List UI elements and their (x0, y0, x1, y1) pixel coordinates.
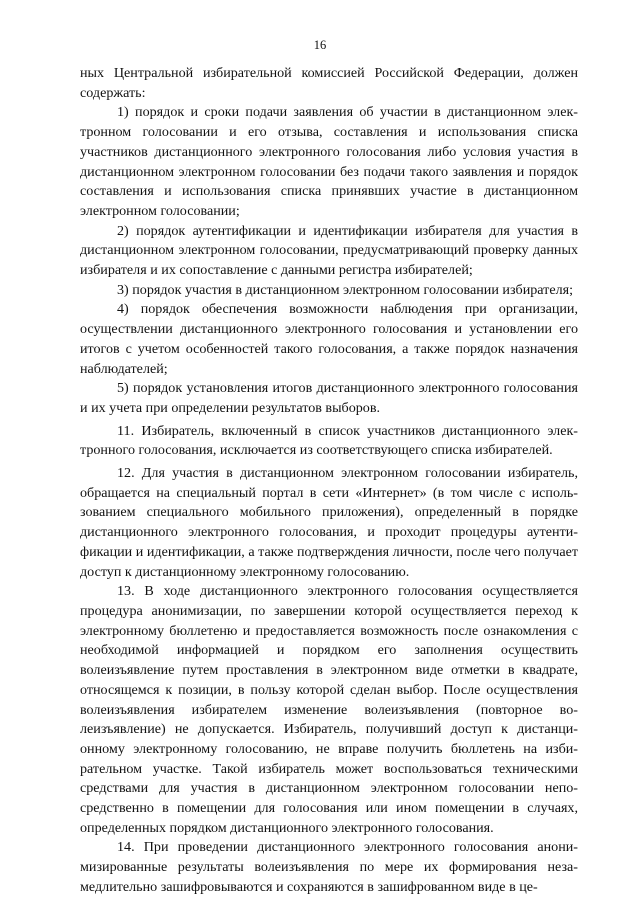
document-body (80, 64, 578, 898)
list-item-5: 5) порядок установления итогов дистанционного электронного голосования и их учета при определении результатов выборов. (80, 380, 578, 416)
clause-12: 12. Для участия в дистанционном электронном голосовании избиратель, обращается на специальный портал в сети «Интернет» (в том числе с использованием специального мобильного приложения), определенный в порядке дистанционного электронного голосования, и проходит процедуры аутентификации и идентификации, а также подтверждения личности, после чего получает доступ к дистанционному электронному голосованию. (80, 465, 578, 580)
page-number: 16 (313, 38, 327, 52)
clause-14: 14. При проведении дистанционного электронного голосования анонимизированные результаты волеизъявления по мере их формирования незамедлительно зашифровываются и сохраняются в зашифрованном виде в це- (80, 839, 578, 895)
list-item-4: 4) порядок обеспечения возможности наблюдения при организации, осуществлении дистанционного электронного голосования и установлении его итогов с учетом особенностей такого голосования, а также порядок назначения наблюдателей; (80, 301, 578, 377)
list-item-3: 3) порядок участия в дистанционном электронном голосовании избирателя; (117, 281, 574, 298)
clause-13: 13. В ходе дистанционного электронного голосования осуществляется процедура анонимизации, по завершении которой осуществляется переход к электронному бюллетеню и предоставляется возможность после ознакомления с необходимой информацией и порядком его заполнения осуществить волеизъявление путем проставления в электронном виде отметки в квадрате, относящемся к позиции, в пользу которой сделан выбор. После осуществления волеизъявления избирателем изменение волеизъявления (повторное волеизъявление) не допускается. Избиратель, получивший доступ к дистанционному электронному голосованию, не вправе получить бюллетень на избирательном участке. Такой избиратель может воспользоваться техническими средствами для участия в дистанционном электронном голосовании непосредственно в помещении для голосования или ином помещении в случаях, определенных порядком дистанционного электронного голосования. (80, 583, 578, 836)
list-item-2: 2) порядок аутентификации и идентификации избирателя для участия в дистанционном электронном голосовании, предусматривающий проверку данных избирателя и их сопоставление с данными регистра избирателей; (80, 222, 578, 279)
clause-11: 11. Избиратель, включенный в список участников дистанционного электронного голосования, исключается из соответствующего списка избирателей. (80, 422, 578, 459)
list-item-1: 1) порядок и сроки подачи заявления об участии в дистанционном электронном голосовании и его отзыва, составления и использования списка участников дистанционного электронного голосования либо условия участия в дистанционном электронном голосовании без подачи такого заявления и порядок составления и использования списка принявших участие в дистанционном электронном голосовании; (80, 104, 578, 219)
paragraph-continuation: ных Центральной избирательной комиссией Российской Федерации, должен содержать: (80, 65, 578, 101)
